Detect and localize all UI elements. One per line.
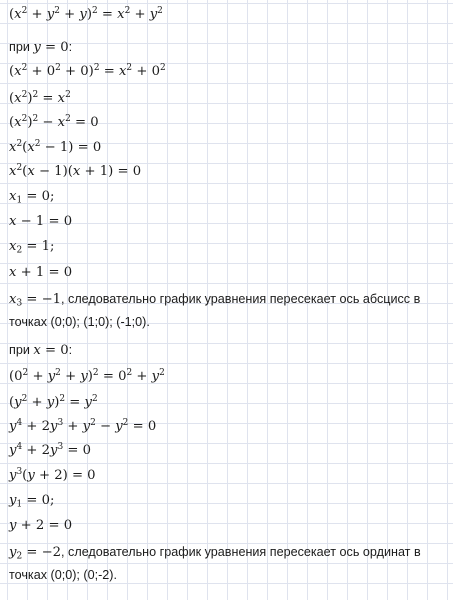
root-y1: $y_1 = 0$;: [9, 493, 55, 510]
root-x2: $x_2 = 1$;: [9, 239, 55, 256]
equation-line-6: $x^2(x^2 - 1) = 0$: [9, 139, 102, 155]
case-heading-x: при x = 0:: [9, 343, 73, 358]
equation-line-14: $(0^2 + y^2 + y)^2 = 0^2 + y^2$: [9, 368, 165, 384]
equation-line-4: $(x^2)^2 = x^2$: [9, 90, 71, 106]
conclusion-ordinate: $y_2 = -2$, следовательно график уравнения пересекает ось ординат в точках (0;0); (0;-2).: [9, 545, 421, 582]
root-x1: $x_1 = 0$;: [9, 189, 55, 206]
equation-line-20: y + 2 = 0: [9, 518, 73, 533]
equation-line-17: $y^4 + 2y^3 = 0$: [9, 442, 91, 458]
equation-line-15: $(y^2 + y)^2 = y^2$: [9, 394, 98, 410]
equation-line-7: $x^2(x - 1)(x + 1) = 0$: [9, 163, 142, 179]
equation-line-18: $y^3(y + 2) = 0$: [9, 467, 96, 483]
equation-line-3: $(x^2 + 0^2 + 0)^2 = x^2 + 0^2$: [9, 63, 166, 79]
equation-line-5: $(x^2)^2 - x^2 = 0$: [9, 114, 99, 130]
case-heading-y: при y = 0:: [9, 40, 73, 55]
conclusion-abscissa: $x_3 = -1$, следовательно график уравнения пересекает ось абсцисс в точках (0;0); (1;0); (-1;0).: [9, 292, 421, 329]
equation-line-1: $(x^2 + y^2 + y)^2 = x^2 + y^2$: [9, 6, 163, 22]
equation-line-16: $y^4 + 2y^3 + y^2 - y^2 = 0$: [9, 418, 157, 434]
equation-line-11: x + 1 = 0: [9, 265, 73, 280]
equation-line-9: x − 1 = 0: [9, 214, 73, 229]
